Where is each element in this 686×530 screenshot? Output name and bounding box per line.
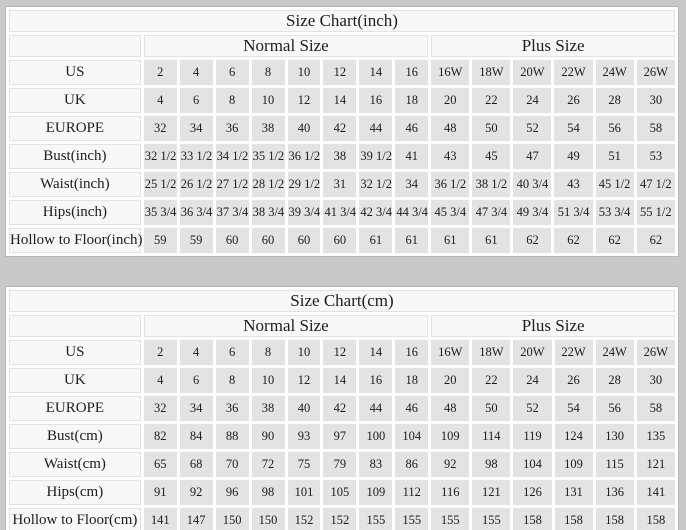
size-cell: 48 (431, 116, 469, 141)
size-cell: 119 (513, 424, 551, 449)
size-cell: 61 (395, 228, 428, 253)
size-cell: 45 1/2 (596, 172, 634, 197)
size-cell: 50 (472, 396, 510, 421)
size-cell: 126 (513, 480, 551, 505)
size-cell: 65 (144, 452, 177, 477)
size-cell: 48 (431, 396, 469, 421)
size-cell: 4 (144, 368, 177, 393)
size-cell: 39 3/4 (288, 200, 321, 225)
group-header-plus-size: Plus Size (431, 35, 675, 57)
size-cell: 58 (637, 396, 675, 421)
size-cell: 39 1/2 (359, 144, 392, 169)
row-label: UK (9, 88, 141, 113)
size-cell: 47 (513, 144, 551, 169)
size-cell: 56 (596, 116, 634, 141)
size-cell: 32 1/2 (359, 172, 392, 197)
size-cell: 30 (637, 88, 675, 113)
size-cell: 38 (252, 396, 285, 421)
size-cell: 24W (596, 60, 634, 85)
size-cell: 16W (431, 340, 469, 365)
size-cell: 38 (252, 116, 285, 141)
size-cell: 109 (359, 480, 392, 505)
size-cell: 20W (513, 340, 551, 365)
size-cell: 10 (288, 340, 321, 365)
size-cell: 152 (288, 508, 321, 530)
size-cell: 155 (395, 508, 428, 530)
size-cell: 62 (513, 228, 551, 253)
size-chart-inch-panel (5, 6, 679, 257)
size-cell: 38 1/2 (472, 172, 510, 197)
size-cell: 34 (180, 116, 213, 141)
size-cell: 12 (288, 88, 321, 113)
size-cell: 16 (359, 368, 392, 393)
size-cell: 70 (216, 452, 249, 477)
size-cell: 43 (431, 144, 469, 169)
table-row (9, 396, 675, 421)
size-cell: 53 (637, 144, 675, 169)
size-cell: 124 (555, 424, 593, 449)
row-label: Hollow to Floor(inch) (9, 228, 141, 253)
size-cell: 68 (180, 452, 213, 477)
size-cell: 47 1/2 (637, 172, 675, 197)
row-label: EUROPE (9, 116, 141, 141)
size-cell: 90 (252, 424, 285, 449)
size-cell: 12 (323, 60, 356, 85)
size-cell: 31 (323, 172, 356, 197)
size-cell: 91 (144, 480, 177, 505)
row-label: US (9, 340, 141, 365)
table-row (9, 144, 675, 169)
size-cell: 22W (554, 60, 592, 85)
size-cell: 26 (555, 368, 593, 393)
row-label: EUROPE (9, 396, 141, 421)
size-cell: 121 (637, 452, 675, 477)
size-cell: 141 (637, 480, 675, 505)
row-label: US (9, 60, 141, 85)
size-cell: 44 (359, 116, 392, 141)
size-cell: 130 (596, 424, 634, 449)
size-cell: 59 (180, 228, 213, 253)
size-cell: 32 1/2 (144, 144, 177, 169)
size-cell: 44 3/4 (395, 200, 428, 225)
size-cell: 28 (596, 88, 634, 113)
size-cell: 141 (144, 508, 177, 530)
size-cell: 42 3/4 (359, 200, 392, 225)
size-cell: 47 3/4 (472, 200, 510, 225)
size-cell: 6 (180, 88, 213, 113)
group-header-plus-size: Plus Size (431, 315, 675, 337)
size-cell: 20 (431, 88, 469, 113)
size-cell: 97 (323, 424, 356, 449)
size-cell: 93 (288, 424, 321, 449)
table-row (9, 424, 675, 449)
size-cell: 42 (323, 116, 356, 141)
table-row (9, 480, 675, 505)
size-cell: 109 (431, 424, 469, 449)
size-cell: 30 (637, 368, 675, 393)
size-cell: 158 (555, 508, 593, 530)
size-cell: 26 (554, 88, 592, 113)
size-cell: 114 (472, 424, 510, 449)
size-cell: 27 1/2 (216, 172, 249, 197)
size-cell: 34 (180, 396, 213, 421)
size-cell: 44 (359, 396, 392, 421)
size-cell: 22 (472, 88, 510, 113)
size-cell: 28 1/2 (252, 172, 285, 197)
size-cell: 158 (513, 508, 551, 530)
size-cell: 158 (637, 508, 675, 530)
size-cell: 98 (252, 480, 285, 505)
size-cell: 116 (431, 480, 469, 505)
size-cell: 75 (288, 452, 321, 477)
size-cell: 41 3/4 (323, 200, 356, 225)
size-cell: 101 (288, 480, 321, 505)
size-chart-inch-table (6, 7, 678, 256)
size-cell: 18 (395, 368, 428, 393)
size-cell: 2 (144, 340, 177, 365)
size-cell: 46 (395, 396, 428, 421)
size-cell: 49 (554, 144, 592, 169)
size-cell: 4 (144, 88, 177, 113)
size-cell: 62 (554, 228, 592, 253)
size-cell: 6 (216, 340, 249, 365)
size-cell: 10 (288, 60, 321, 85)
row-label: Bust(inch) (9, 144, 141, 169)
size-cell: 24 (513, 368, 551, 393)
size-cell: 8 (252, 340, 285, 365)
table-row (9, 200, 675, 225)
size-cell: 6 (180, 368, 213, 393)
table-row (9, 508, 675, 530)
size-cell: 16 (359, 88, 392, 113)
size-cell: 40 (288, 116, 321, 141)
size-cell: 60 (216, 228, 249, 253)
row-label: Hips(cm) (9, 480, 141, 505)
size-cell: 46 (395, 116, 428, 141)
size-cell: 147 (180, 508, 213, 530)
row-label: Waist(cm) (9, 452, 141, 477)
size-cell: 112 (395, 480, 428, 505)
table-row (9, 60, 675, 85)
size-cell: 59 (144, 228, 177, 253)
size-cell: 26W (637, 340, 675, 365)
table-title: Size Chart(cm) (9, 290, 675, 312)
size-cell: 58 (637, 116, 675, 141)
size-cell: 61 (431, 228, 469, 253)
size-cell: 38 3/4 (252, 200, 285, 225)
size-cell: 32 (144, 116, 177, 141)
size-cell: 158 (596, 508, 634, 530)
size-cell: 20W (513, 60, 551, 85)
size-cell: 53 3/4 (596, 200, 634, 225)
size-cell: 52 (513, 396, 551, 421)
size-cell: 92 (431, 452, 469, 477)
row-label: Waist(inch) (9, 172, 141, 197)
size-cell: 2 (144, 60, 177, 85)
size-cell: 104 (395, 424, 428, 449)
row-label: Bust(cm) (9, 424, 141, 449)
size-cell: 38 (323, 144, 356, 169)
size-cell: 82 (144, 424, 177, 449)
size-cell: 18W (472, 60, 510, 85)
size-cell: 4 (180, 340, 213, 365)
size-cell: 26 1/2 (180, 172, 213, 197)
size-cell: 24 (513, 88, 551, 113)
size-chart-cm-panel (5, 286, 679, 530)
size-cell: 16W (431, 60, 469, 85)
size-cell: 72 (252, 452, 285, 477)
size-cell: 155 (359, 508, 392, 530)
size-cell: 10 (252, 368, 285, 393)
size-cell: 16 (395, 340, 428, 365)
size-cell: 96 (216, 480, 249, 505)
size-cell: 54 (554, 116, 592, 141)
table-row (9, 368, 675, 393)
size-cell: 54 (555, 396, 593, 421)
size-cell: 22W (555, 340, 593, 365)
size-cell: 152 (323, 508, 356, 530)
group-header-spacer (9, 35, 141, 57)
size-cell: 34 (395, 172, 428, 197)
size-cell: 29 1/2 (288, 172, 321, 197)
size-cell: 79 (323, 452, 356, 477)
size-cell: 14 (359, 60, 392, 85)
size-cell: 155 (431, 508, 469, 530)
size-cell: 25 1/2 (144, 172, 177, 197)
size-cell: 6 (216, 60, 249, 85)
size-cell: 45 3/4 (431, 200, 469, 225)
size-cell: 56 (596, 396, 634, 421)
size-cell: 86 (395, 452, 428, 477)
size-cell: 16 (395, 60, 428, 85)
size-cell: 14 (323, 88, 356, 113)
group-header-normal-size: Normal Size (144, 35, 429, 57)
table-row (9, 172, 675, 197)
size-cell: 60 (252, 228, 285, 253)
size-cell: 98 (472, 452, 510, 477)
size-cell: 150 (252, 508, 285, 530)
size-cell: 136 (596, 480, 634, 505)
size-cell: 49 3/4 (513, 200, 551, 225)
size-cell: 22 (472, 368, 510, 393)
table-title: Size Chart(inch) (9, 10, 675, 32)
size-cell: 42 (323, 396, 356, 421)
size-cell: 51 3/4 (554, 200, 592, 225)
table-row (9, 452, 675, 477)
size-chart-cm-table (6, 287, 678, 530)
size-cell: 40 (288, 396, 321, 421)
size-cell: 43 (554, 172, 592, 197)
size-cell: 155 (472, 508, 510, 530)
size-cell: 20 (431, 368, 469, 393)
size-cell: 18 (395, 88, 428, 113)
size-cell: 62 (596, 228, 634, 253)
size-cell: 92 (180, 480, 213, 505)
size-cell: 24W (596, 340, 634, 365)
size-cell: 10 (252, 88, 285, 113)
size-cell: 50 (472, 116, 510, 141)
size-cell: 83 (359, 452, 392, 477)
size-cell: 36 (216, 116, 249, 141)
size-cell: 51 (596, 144, 634, 169)
size-cell: 121 (472, 480, 510, 505)
size-cell: 36 1/2 (288, 144, 321, 169)
size-cell: 60 (323, 228, 356, 253)
size-cell: 55 1/2 (637, 200, 675, 225)
size-cell: 8 (252, 60, 285, 85)
size-cell: 8 (216, 88, 249, 113)
size-cell: 104 (513, 452, 551, 477)
size-cell: 45 (472, 144, 510, 169)
size-cell: 36 (216, 396, 249, 421)
size-cell: 105 (323, 480, 356, 505)
row-label: UK (9, 368, 141, 393)
size-cell: 35 3/4 (144, 200, 177, 225)
size-cell: 115 (596, 452, 634, 477)
size-cell: 135 (637, 424, 675, 449)
table-row (9, 116, 675, 141)
group-header-normal-size: Normal Size (144, 315, 429, 337)
size-cell: 34 1/2 (216, 144, 249, 169)
row-label: Hips(inch) (9, 200, 141, 225)
size-cell: 36 1/2 (431, 172, 469, 197)
size-cell: 18W (472, 340, 510, 365)
size-cell: 100 (359, 424, 392, 449)
size-cell: 37 3/4 (216, 200, 249, 225)
size-cell: 32 (144, 396, 177, 421)
size-cell: 52 (513, 116, 551, 141)
size-cell: 62 (637, 228, 675, 253)
size-cell: 12 (323, 340, 356, 365)
size-cell: 4 (180, 60, 213, 85)
size-cell: 26W (637, 60, 675, 85)
table-row (9, 88, 675, 113)
size-cell: 36 3/4 (180, 200, 213, 225)
size-cell: 14 (359, 340, 392, 365)
size-cell: 88 (216, 424, 249, 449)
size-cell: 61 (472, 228, 510, 253)
size-cell: 33 1/2 (180, 144, 213, 169)
table-row (9, 340, 675, 365)
size-cell: 14 (323, 368, 356, 393)
size-cell: 40 3/4 (513, 172, 551, 197)
size-cell: 41 (395, 144, 428, 169)
size-cell: 131 (555, 480, 593, 505)
size-cell: 84 (180, 424, 213, 449)
size-cell: 12 (288, 368, 321, 393)
size-cell: 109 (555, 452, 593, 477)
table-row (9, 228, 675, 253)
size-cell: 150 (216, 508, 249, 530)
group-header-spacer (9, 315, 141, 337)
size-cell: 8 (216, 368, 249, 393)
size-cell: 28 (596, 368, 634, 393)
size-cell: 35 1/2 (252, 144, 285, 169)
size-cell: 60 (288, 228, 321, 253)
row-label: Hollow to Floor(cm) (9, 508, 141, 530)
size-cell: 61 (359, 228, 392, 253)
